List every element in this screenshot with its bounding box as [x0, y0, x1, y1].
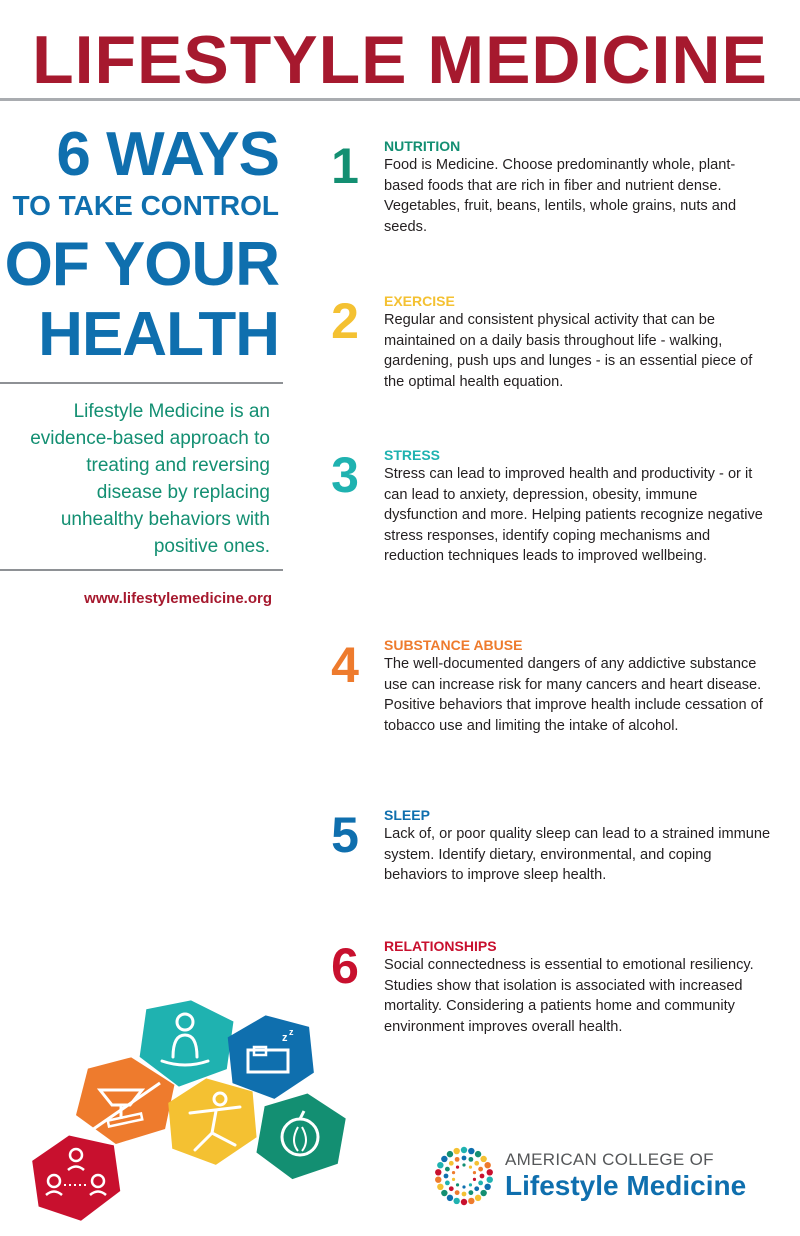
item-number: 6: [331, 938, 359, 994]
logo-dot: [487, 1177, 493, 1183]
logo-dot: [452, 1178, 455, 1181]
logo-dot: [455, 1157, 460, 1162]
logo-dot: [447, 1151, 453, 1157]
logo-dot: [435, 1177, 441, 1183]
logo-dot: [462, 1163, 465, 1166]
dotted-circle-logo-icon: [432, 1144, 496, 1208]
logo-dot: [456, 1183, 459, 1186]
logo-dot: [478, 1167, 483, 1172]
item-body: Social connectedness is essential to emotional resiliency. Studies show that isolation is associated with increased mortality. Considering a patients home and community environment improves overall health.: [384, 957, 754, 1035]
logo-dot: [468, 1198, 474, 1204]
logo-dot: [480, 1156, 486, 1162]
logo-dot: [468, 1148, 474, 1154]
logo-dot: [484, 1162, 490, 1168]
left-divider-top: [0, 382, 283, 384]
logo-dot: [469, 1183, 472, 1186]
logo-dot: [484, 1184, 490, 1190]
item-heading: RELATIONSHIPS: [384, 938, 497, 954]
logo-dot: [462, 1156, 467, 1161]
svg-text:z: z: [282, 1032, 288, 1044]
item-body: Lack of, or poor quality sleep can lead to a strained immune system. Identify dietary, environmental, and coping behaviors to improve sleep health.: [384, 826, 771, 883]
item-number: 5: [331, 807, 359, 863]
page-title: LIFESTYLE MEDICINE: [32, 22, 768, 98]
item-body: Stress can lead to improved health and productivity - or it can lead to anxiety, depression, obesity, immune dysfunction and more. Helping patients recognize negative stress responses, identify coping mechanisms and reduction techniques leads to improved wellbeing.: [384, 466, 763, 564]
exercise-icon: [166, 1075, 258, 1169]
item-number: 1: [331, 138, 359, 194]
logo-dot: [461, 1199, 467, 1205]
left-column: [0, 120, 283, 370]
title-divider: [0, 98, 800, 101]
logo-dot: [473, 1171, 476, 1174]
logo-dot: [469, 1166, 472, 1169]
logo-line-1: AMERICAN COLLEGE OF: [505, 1150, 714, 1169]
logo-dot: [478, 1180, 483, 1185]
logo-dot: [455, 1190, 460, 1195]
logo-dot: [441, 1190, 447, 1196]
logo-dot: [456, 1166, 459, 1169]
left-divider-bottom: [0, 569, 283, 571]
logo-dot: [435, 1169, 441, 1175]
logo-dot: [473, 1178, 476, 1181]
acolm-logo: [432, 1144, 772, 1208]
item-heading: NUTRITION: [384, 138, 461, 154]
logo-dot: [453, 1198, 459, 1204]
logo-dot: [437, 1184, 443, 1190]
logo-dot: [474, 1161, 479, 1166]
logo-dot: [487, 1169, 493, 1175]
headline-line-1: 6 WAYS: [56, 120, 279, 189]
logo-dot: [449, 1161, 454, 1166]
logo-dot: [437, 1162, 443, 1168]
logo-dot: [445, 1167, 450, 1172]
logo-dot: [475, 1151, 481, 1157]
hexagon-icon-cluster: [30, 995, 360, 1235]
item-body: The well-documented dangers of any addictive substance use can increase risk for many cancers and heart disease. Positive behaviors that improve health include cessation of tobacco use and limiting the intake of alcohol.: [384, 656, 763, 734]
logo-dot: [462, 1192, 467, 1197]
logo-dot: [447, 1195, 453, 1201]
item-heading: EXERCISE: [384, 293, 455, 309]
headline-line-2: TO TAKE CONTROL: [12, 190, 279, 221]
item-number: 4: [331, 637, 359, 693]
logo-dot: [461, 1147, 467, 1153]
logo-dot: [480, 1190, 486, 1196]
logo-dot: [462, 1185, 465, 1188]
svg-text:z: z: [289, 1027, 294, 1037]
item-heading: SLEEP: [384, 807, 430, 823]
logo-dot: [453, 1148, 459, 1154]
logo-dot: [441, 1156, 447, 1162]
item-body: Food is Medicine. Choose predominantly whole, plant-based foods that are rich in fiber and nutrient dense. Vegetables, fruit, beans, lentils, whole grains, nuts and seeds.: [384, 157, 737, 235]
website-link[interactable]: www.lifestylemedicine.org: [84, 590, 272, 607]
logo-dot: [445, 1180, 450, 1185]
logo-line-2: Lifestyle Medicine: [505, 1170, 747, 1201]
intro-text: Lifestyle Medicine is an evidence-based approach to treating and reversing disease by replacing unhealthy behaviors with positive ones.: [30, 401, 270, 557]
apple-icon: [253, 1087, 349, 1187]
logo-dot: [449, 1186, 454, 1191]
headline-line-4: HEALTH: [38, 300, 279, 369]
headline-line-3: OF YOUR: [4, 230, 279, 299]
item-body: Regular and consistent physical activity that can be maintained on a daily basis throughout life - walking, gardening, push ups and lunges - is an essential piece of the optimal health equation.: [384, 312, 753, 390]
logo-dot: [474, 1186, 479, 1191]
headline: [0, 120, 283, 370]
item-number: 2: [331, 293, 359, 349]
item-number: 3: [331, 447, 359, 503]
item-heading: STRESS: [384, 447, 441, 463]
item-heading: SUBSTANCE ABUSE: [384, 637, 523, 653]
logo-dot: [475, 1195, 481, 1201]
logo-dot: [468, 1190, 473, 1195]
logo-dot: [480, 1174, 485, 1179]
logo-dot: [452, 1171, 455, 1174]
relationships-icon: [30, 1130, 124, 1227]
logo-dot: [468, 1157, 473, 1162]
logo-dot: [444, 1174, 449, 1179]
